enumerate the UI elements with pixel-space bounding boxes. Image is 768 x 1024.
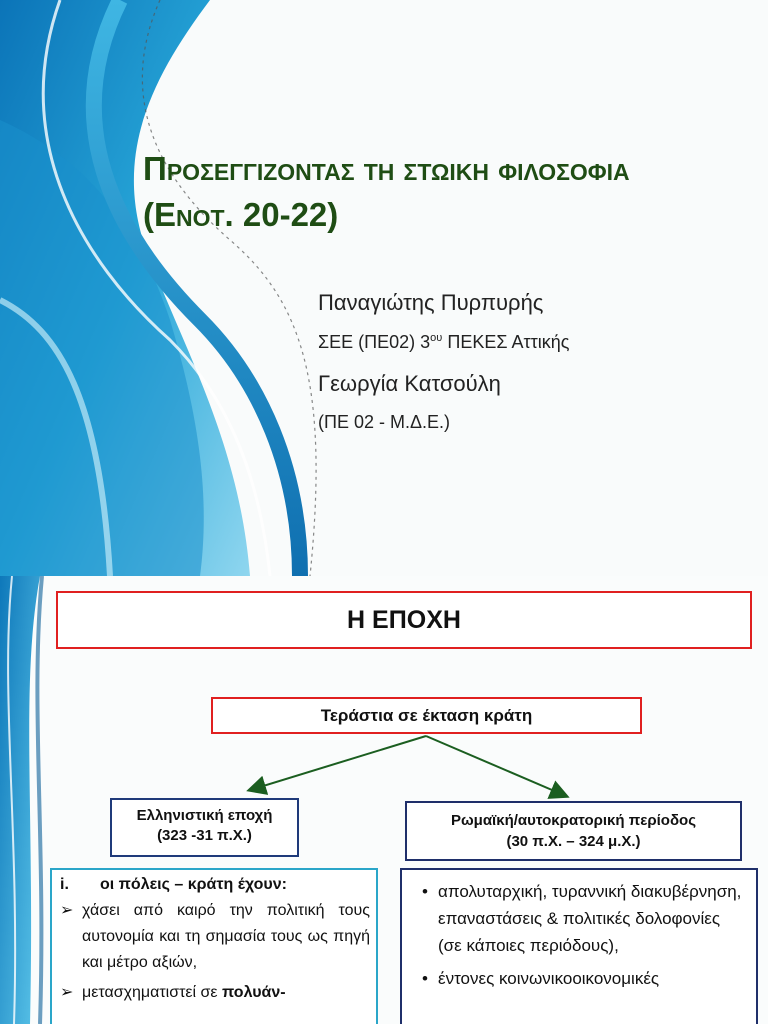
hellenistic-era-dates: (323 -31 π.Χ.) bbox=[157, 827, 252, 844]
list-item bbox=[412, 878, 748, 959]
arrow-bullet-icon: ➢ bbox=[60, 902, 74, 919]
author-1-role-sup: ου bbox=[430, 332, 443, 344]
top-concept-box: Τεράστια σε έκταση κράτη bbox=[211, 697, 642, 734]
list-item-text: απολυταρχική, τυραννική διακυβέρνηση, επαναστάσεις & πολιτικές δολοφονίες (σε κάποιες περιόδους), bbox=[438, 882, 742, 955]
city-states-heading-text: οι πόλεις – κράτη έχουν: bbox=[100, 876, 287, 893]
title-line-2 bbox=[143, 192, 763, 238]
list-item bbox=[60, 898, 370, 976]
author-1-name: Παναγιώτης Πυρπυρής bbox=[318, 290, 544, 315]
author-2-role: (ΠΕ 02 - Μ.Δ.Ε.) bbox=[318, 412, 451, 432]
list-item-text-plain: μετασχηματιστεί σε bbox=[82, 984, 222, 1001]
arrow-right bbox=[426, 736, 566, 796]
list-item-text: έντονες κοινωνικοοικονομικές bbox=[438, 969, 660, 988]
author-2-name: Γεωργία Κατσούλη bbox=[318, 371, 501, 396]
arrow-bullet-icon: ➢ bbox=[60, 984, 74, 1001]
title-line-1 bbox=[143, 146, 763, 192]
list-item-text: χάσει από καιρό την πολιτική τους αυτονομία και τη σημασία τους ως πηγή και μέτρο αξιών, bbox=[82, 902, 370, 971]
round-bullet-icon: • bbox=[422, 969, 428, 988]
arrow-left bbox=[250, 736, 426, 790]
content-slide bbox=[0, 576, 768, 1024]
roman-era-box bbox=[405, 801, 742, 861]
round-bullet-icon: • bbox=[422, 882, 428, 901]
author-1-role bbox=[318, 332, 569, 353]
list-item-text bbox=[82, 980, 286, 1006]
hellenistic-era-box bbox=[110, 798, 299, 857]
title-text-1: Προσεγγιζοντας τη στωικη φιλοσοφια bbox=[143, 150, 630, 187]
roman-numeral: i. bbox=[60, 876, 69, 893]
title-text-2: (Ενοτ. 20-22) bbox=[143, 196, 339, 233]
slide-title bbox=[143, 146, 763, 238]
slide-heading-box: Η ΕΠΟΧΗ bbox=[56, 591, 752, 649]
list-item-text-bold: πολυάν- bbox=[222, 984, 286, 1001]
author-1-role-prefix: ΣΕΕ (ΠΕ02) 3 bbox=[318, 332, 431, 352]
city-states-panel bbox=[50, 868, 378, 1024]
author-1-role-suffix: ΠΕΚΕΣ Αττικής bbox=[442, 332, 570, 352]
list-item bbox=[60, 980, 370, 1006]
list-item bbox=[412, 965, 748, 992]
roman-era-dates: (30 π.Χ. – 324 μ.Χ.) bbox=[506, 833, 641, 850]
roman-traits-panel bbox=[400, 868, 758, 1024]
hellenistic-era-label: Ελληνιστική εποχή bbox=[136, 807, 273, 824]
roman-era-label: Ρωμαϊκή/αυτοκρατορική περίοδος bbox=[450, 812, 697, 829]
city-states-heading bbox=[60, 876, 370, 894]
